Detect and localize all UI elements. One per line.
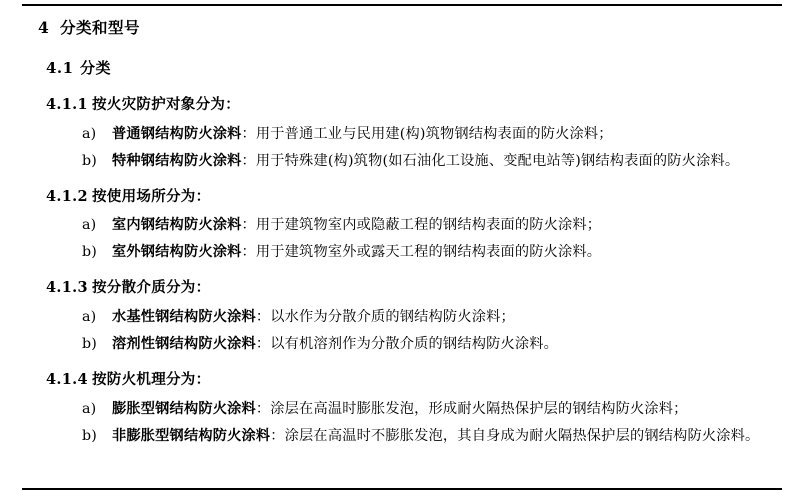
clause-title: 按使用场所分为： <box>92 187 211 205</box>
clause-heading <box>46 94 770 116</box>
list-item-marker: b) <box>82 336 98 352</box>
list-item-text: ：涂层在高温时膨胀发泡，形成耐火隔热保护层的钢结构防火涂料； <box>255 400 688 417</box>
list-item-marker: a) <box>82 125 97 142</box>
list-item <box>38 333 770 355</box>
clause-heading <box>46 186 770 208</box>
clause-item-list <box>38 214 770 263</box>
list-item-marker: a) <box>82 309 97 325</box>
list-item-term: 特种钢结构防火涂料 <box>112 152 242 169</box>
list-item-text: ：用于特殊建(构)筑物(如石油化工设施、变配电站等)钢结构表面的防火涂料。 <box>241 152 740 169</box>
list-item-marker: b) <box>82 152 98 169</box>
list-item-marker: a) <box>82 400 97 417</box>
list-item-term: 溶剂性钢结构防火涂料 <box>112 336 256 352</box>
list-item <box>38 306 770 328</box>
clause-title: 按火灾防护对象分为： <box>92 95 240 113</box>
clause-title: 按分散介质分为： <box>92 279 211 297</box>
page-top-rule <box>22 4 782 6</box>
clause-heading <box>46 277 770 299</box>
subsection-number: 4.1 <box>46 59 74 78</box>
list-item <box>38 214 770 236</box>
list-item-term: 室内钢结构防火涂料 <box>112 217 242 234</box>
list-item-marker: b) <box>82 427 98 444</box>
section-number: 4 <box>38 18 50 37</box>
clause-number: 4.1.2 <box>46 187 88 205</box>
clause-title: 按防火机理分为： <box>92 371 211 388</box>
page-bottom-rule <box>22 488 782 490</box>
list-item-text: ：用于建筑物室外或露天工程的钢结构表面的防火涂料。 <box>241 244 602 261</box>
list-item <box>38 150 770 172</box>
list-item-text: ：以水作为分散介质的钢结构防火涂料； <box>255 309 515 325</box>
list-item-term: 膨胀型钢结构防火涂料 <box>112 400 256 417</box>
list-item-term: 水基性钢结构防火涂料 <box>112 309 256 325</box>
list-item <box>38 241 770 263</box>
list-item-text: ：用于普通工业与民用建(构)筑物钢结构表面的防火涂料； <box>241 125 613 142</box>
subsection-title: 分类 <box>80 59 112 78</box>
list-item-marker: b) <box>82 244 98 261</box>
document-body <box>0 10 800 452</box>
list-item-marker: a) <box>82 217 97 234</box>
list-item <box>38 123 770 145</box>
clause-item-list <box>38 306 770 355</box>
subsection-heading <box>46 57 770 80</box>
section-heading <box>38 16 770 39</box>
list-item-text: ：用于建筑物室内或隐蔽工程的钢结构表面的防火涂料； <box>241 217 602 234</box>
clause-number: 4.1.4 <box>46 371 88 388</box>
list-item <box>38 425 770 447</box>
list-item-term: 室外钢结构防火涂料 <box>112 244 242 261</box>
clause-number: 4.1.3 <box>46 279 88 297</box>
clause-number: 4.1.1 <box>46 95 88 113</box>
list-item-term: 非膨胀型钢结构防火涂料 <box>112 427 271 444</box>
section-title: 分类和型号 <box>60 18 141 37</box>
list-item-text: ：涂层在高温时不膨胀发泡，其自身成为耐火隔热保护层的钢结构防火涂料。 <box>270 427 760 444</box>
clause-heading <box>46 369 770 391</box>
clause-item-list <box>38 398 770 447</box>
list-item-text: ：以有机溶剂作为分散介质的钢结构防火涂料。 <box>255 336 559 352</box>
clause-item-list <box>38 123 770 172</box>
list-item-term: 普通钢结构防火涂料 <box>112 125 242 142</box>
list-item <box>38 398 770 420</box>
